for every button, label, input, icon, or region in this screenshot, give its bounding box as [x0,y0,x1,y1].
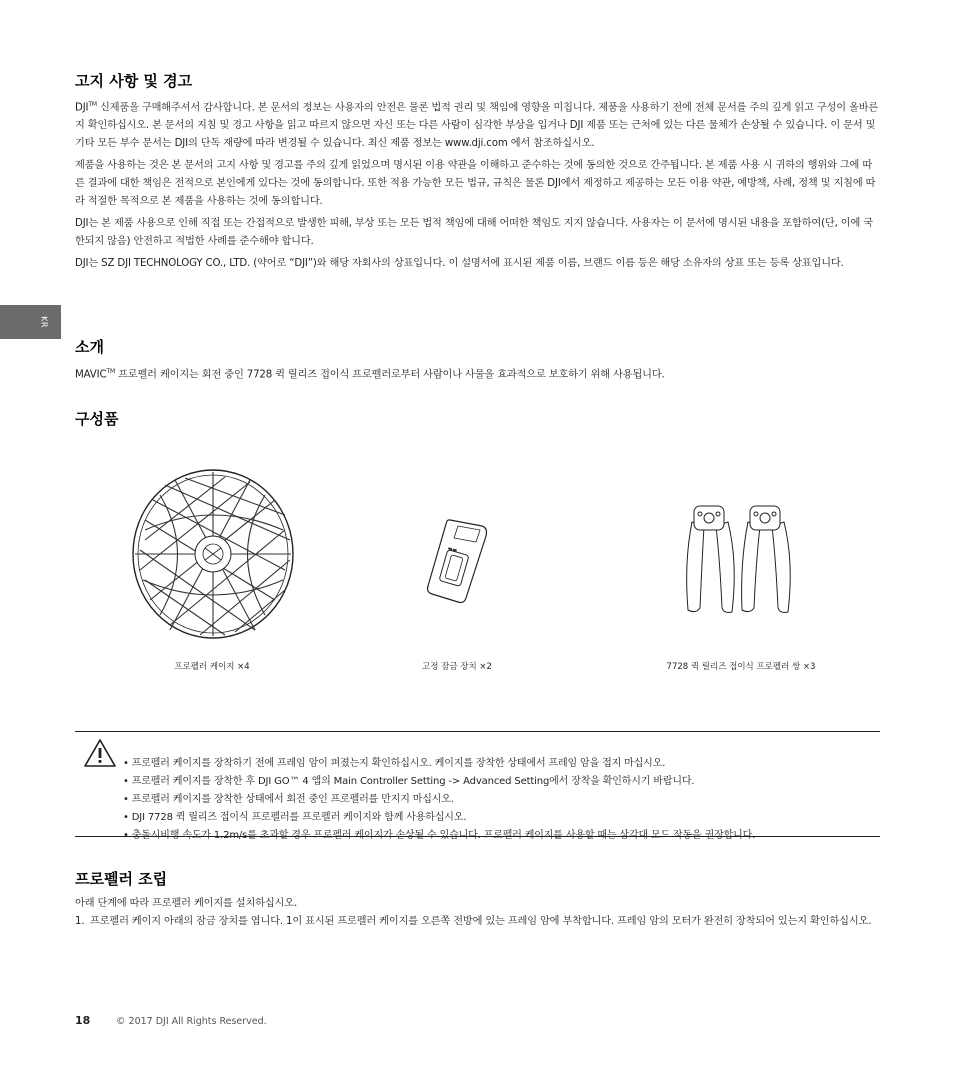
lock-clip-icon [420,512,500,611]
disclaimer-title: 고지 사항 및 경고 [75,72,193,90]
step-number: 1. [75,916,85,927]
disclaimer-paragraph-4: DJI는 SZ DJI TECHNOLOGY CO., LTD. (약어로 “DJI”)와 해당 자회사의 상표입니다. 이 설명서에 표시된 제품 이름, 브랜드 이름 등은 해당 소유자의 상표 또는 등록 상표입니다. [75,258,844,270]
svg-text:▬▬: ▬▬ [446,545,458,554]
disclaimer-paragraph-3: DJI는 본 제품 사용으로 인해 직접 또는 간접적으로 발생한 피해, 부상 또는 모든 법적 책임에 대해 어떠한 책임도 지지 않습니다. 사용자는 이 문서에 명시된 내용을 포함하여(단, 이에 국한되지 않음) 안전하고 적법한 사례를 준수해야 합니다. [75,218,873,248]
warning-item: • DJI 7728 퀵 릴리즈 접이식 프로펠러를 프로펠러 케이지와 함께 사용하십시오. [123,809,755,827]
assembly-section [75,868,880,931]
language-tab-label: KR [39,316,49,328]
assembly-intro: 아래 단계에 따라 프로펠러 케이지를 설치하십시오. [75,898,298,909]
propeller-pair-caption: 7728 퀵 릴리즈 접이식 프로펠러 쌍 ×3 [666,662,816,672]
intro-text [75,363,880,384]
disclaimer-section [75,70,880,273]
trademark-sup: TM [106,368,115,375]
warning-item: • 충돌시비행 속도가 1.2m/s를 초과할 경우 프로펠러 케이지가 손상될 수 있습니다. 프로펠러 케이지를 사용할 때는 삼각대 모드 작동을 권장합니다. [123,827,755,845]
assembly-title: 프로펠러 조립 [75,870,168,888]
step-text: 프로펠러 케이지 아래의 잠금 장치를 엽니다. 1이 표시된 프로펠러 케이지를 오른쪽 전방에 있는 프레임 암에 부착합니다. 프레임 암의 모터가 완전히 장착되어 있는지 확인하십시오. [90,916,872,927]
warning-box [75,731,880,841]
intro-title: 소개 [75,338,104,356]
brand-text: DJI [75,102,89,114]
propeller-pair-icon [680,492,800,621]
propeller-cage-icon [125,460,300,649]
intro-section [75,336,880,384]
assembly-step-1 [75,913,880,931]
warning-item: • 프로펠러 케이지를 장착하기 전에 프레임 암이 펴졌는지 확인하십시오. 케이지를 장착한 상태에서 프레임 암을 접지 마십시오. [123,755,755,773]
intro-body: 프로펠러 케이지는 회전 중인 7728 퀵 릴리즈 접이식 프로펠러로부터 사람이나 사물을 효과적으로 보호하기 위해 사용됩니다. [115,369,665,381]
warning-item: • 프로펠러 케이지를 장착한 상태에서 회전 중인 프로펠러를 만지지 마십시오. [123,791,755,809]
contents-figures [75,460,880,675]
contents-section [75,408,880,429]
warning-item: • 프로펠러 케이지를 장착한 후 DJI GO™ 4 앱의 Main Controller Setting -> Advanced Setting에서 장착을 확인하시기 바랍니다. [123,773,755,791]
warning-list [123,755,755,845]
lock-clip-caption: 고정 잠금 장치 ×2 [422,662,492,672]
copyright: © 2017 DJI All Rights Reserved. [116,1016,267,1027]
warning-triangle-icon [83,738,117,772]
disclaimer-paragraph-1 [75,96,880,153]
contents-title: 구성품 [75,410,119,428]
paragraph-text: 신제품을 구매해주셔서 감사합니다. 본 문서의 정보는 사용자의 안전은 물론 법적 권리 및 책임에 영향을 미칩니다. 제품을 사용하기 전에 전체 문서를 주의 깊게 읽고 구성이 올바른지 확인하십시오. 본 문서의 지침 및 경고 사항을 읽고 따르지 않으면 자신 또는 다른 사람이 심각한 부상을 입거나 DJI 제품 또는 근처에 있는 다른 물체가 손상될 수 있습니다. 이 문서 및 기타 모든 부수 문서는 DJI의 단독 재량에 따라 변경될 수 있습니다. 최신 제품 정보는 www.dji.com 에서 참조하십시오. [75,102,879,150]
product-name: MAVIC [75,369,107,381]
language-tab [0,305,61,339]
trademark-sup: TM [88,101,97,108]
page-number: 18 [75,1014,91,1027]
propeller-cage-caption: 프로펠러 케이지 ×4 [174,662,250,672]
disclaimer-paragraph-2: 제품을 사용하는 것은 본 문서의 고지 사항 및 경고를 주의 깊게 읽었으며 명시된 이용 약관을 이해하고 준수하는 것에 동의한 것으로 간주됩니다. 본 제품 사용 시 귀하의 행위와 그에 따른 결과에 대한 책임은 전적으로 본인에게 있다는 것에 동의합니다. 또한 적용 가능한 모든 법규, 규칙은 물론 DJI에서 제정하고 제공하는 모든 이용 약관, 예방책, 사례, 정책 및 지침에 따라 적절한 목적으로 본 제품을 사용하는 것에 동의합니다. [75,160,876,208]
